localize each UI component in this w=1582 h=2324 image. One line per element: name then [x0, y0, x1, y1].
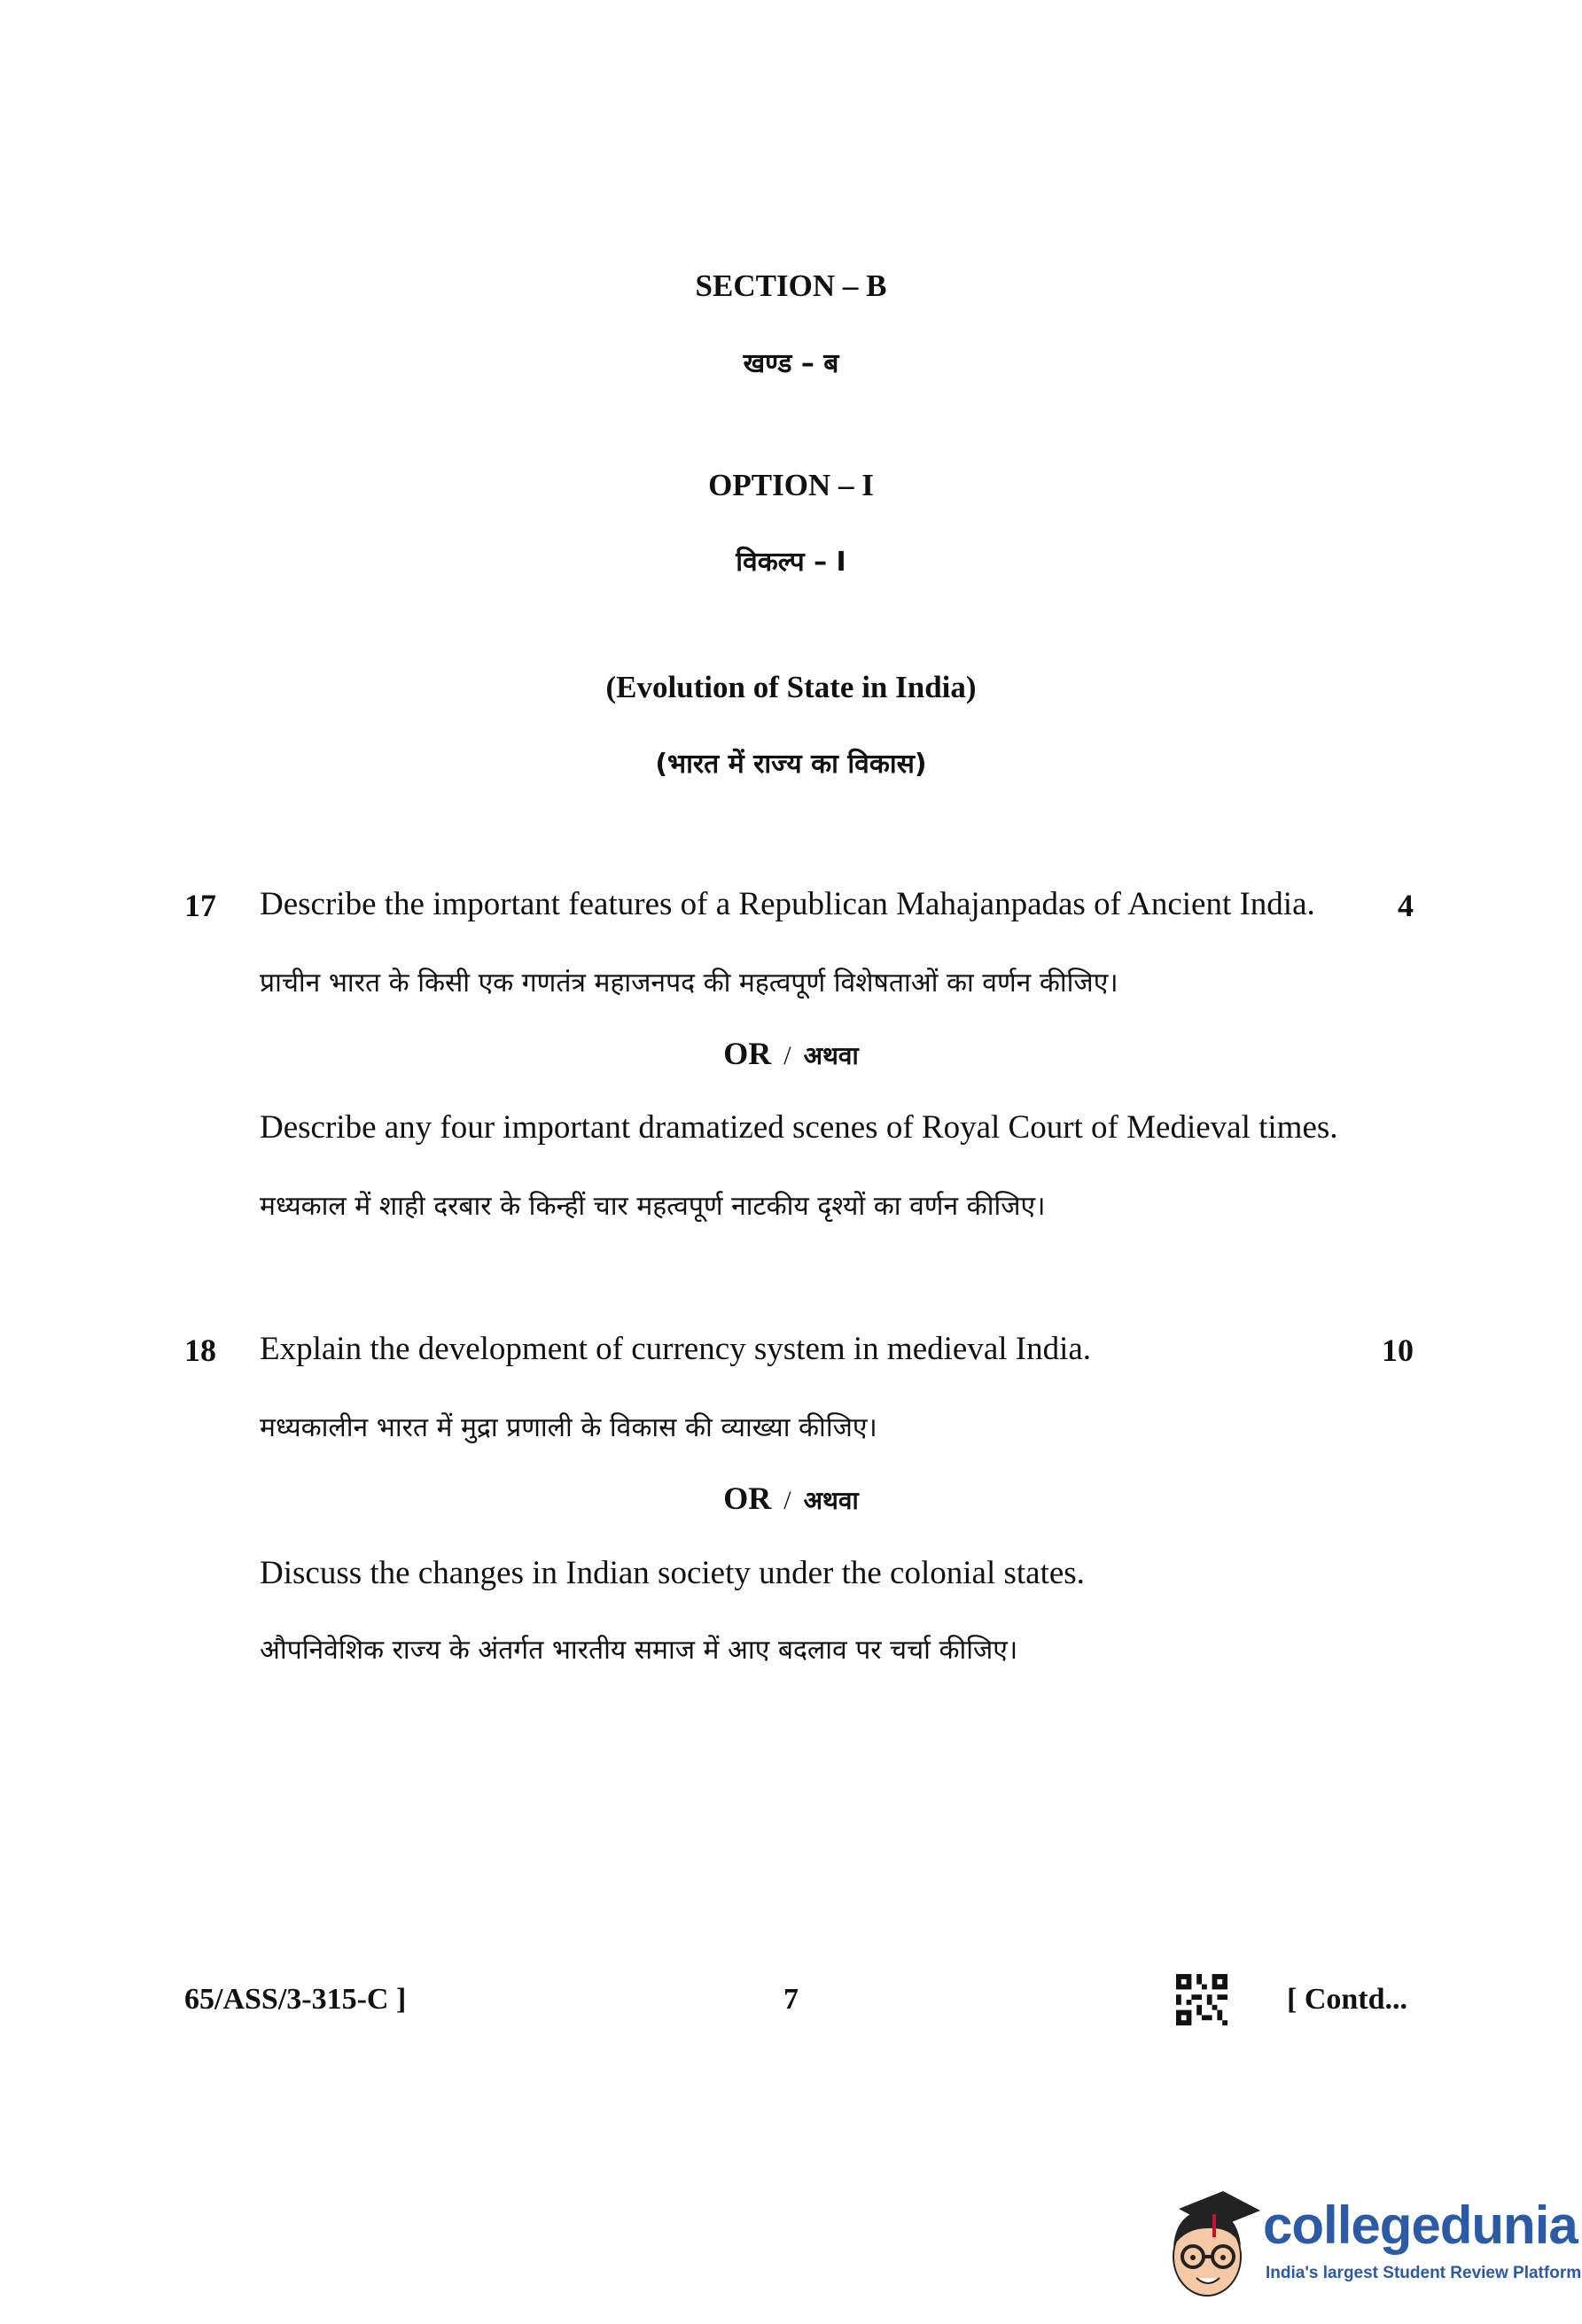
- paper-code: 65/ASS/3-315-C ]: [184, 1983, 407, 2016]
- or-label-hindi: अथवा: [803, 1486, 859, 1515]
- topic-title: (Evolution of State in India): [605, 670, 977, 704]
- or-separator: /: [783, 1486, 791, 1515]
- section-title-hindi: खण्ड – ब: [743, 348, 839, 379]
- question-marks: 10: [1382, 1333, 1414, 1368]
- question-marks: 4: [1398, 888, 1414, 923]
- alternative-question-text: Discuss the changes in Indian society under the colonial states.: [260, 1555, 1085, 1591]
- option-title: OPTION – I: [708, 468, 874, 502]
- alternative-question-text-hindi: औपनिवेशिक राज्य के अंतर्गत भारतीय समाज में आए बदलाव पर चर्चा कीजिए।: [260, 1635, 1018, 1666]
- alternative-question-text: Describe any four important dramatized scenes of Royal Court of Medieval times.: [260, 1109, 1338, 1146]
- continued-label: [ Contd...: [1287, 1983, 1408, 2016]
- brand-tagline: India's largest Student Review Platform: [1266, 2264, 1582, 2282]
- student-mascot-icon: [1161, 2175, 1263, 2308]
- or-divider: [0, 1035, 1582, 1072]
- collegedunia-logo: [1161, 2175, 1582, 2308]
- qr-code-icon: [1176, 1974, 1227, 2025]
- or-label: OR: [723, 1036, 772, 1071]
- or-divider: [0, 1480, 1582, 1517]
- question-text-hindi: मध्यकालीन भारत में मुद्रा प्रणाली के विकास की व्याख्या कीजिए।: [260, 1412, 877, 1443]
- question-number: 17: [184, 888, 216, 923]
- option-title-hindi: विकल्प – I: [736, 547, 846, 578]
- or-label-hindi: अथवा: [803, 1041, 859, 1070]
- alternative-question-text-hindi: मध्यकाल में शाही दरबार के किन्हीं चार महत्वपूर्ण नाटकीय दृश्यों का वर्णन कीजिए।: [260, 1191, 1046, 1222]
- or-separator: /: [783, 1041, 791, 1070]
- question-text: Describe the important features of a Republican Mahajanpadas of Ancient India.: [260, 886, 1315, 922]
- question-text: Explain the development of currency system in medieval India.: [260, 1331, 1092, 1367]
- section-title: SECTION – B: [695, 268, 887, 303]
- topic-title-hindi: (भारत में राज्य का विकास): [655, 749, 927, 780]
- or-label: OR: [723, 1481, 772, 1516]
- question-text-hindi: प्राचीन भारत के किसी एक गणतंत्र महाजनपद की महत्वपूर्ण विशेषताओं का वर्णन कीजिए।: [260, 968, 1118, 999]
- page-number: 7: [783, 1983, 799, 2016]
- question-number: 18: [184, 1333, 216, 1368]
- brand-name: collegedunia: [1263, 2196, 1578, 2255]
